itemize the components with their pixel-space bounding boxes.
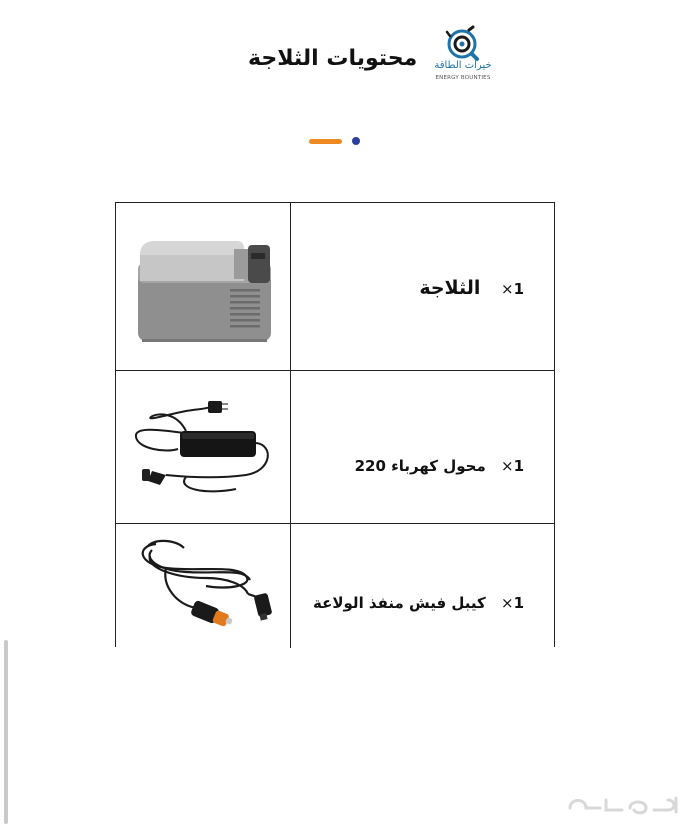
item-text-cell bbox=[291, 203, 554, 370]
logo-name-en: ENERGY BOUNTIES bbox=[435, 75, 491, 81]
item-image-cell bbox=[116, 203, 291, 370]
item-text-cell bbox=[291, 371, 554, 523]
table-row bbox=[116, 203, 554, 371]
car-lighter-cable-icon bbox=[126, 524, 281, 648]
logo-name-ar: خيرات الطاقة bbox=[434, 60, 492, 71]
item-label: 1× محول كهرباء 220 bbox=[354, 457, 524, 475]
item-image-cell bbox=[116, 371, 291, 523]
item-label: 1× كيبل فيش منفذ الولاعة bbox=[313, 594, 524, 612]
portable-fridge-icon bbox=[126, 203, 281, 371]
energy-bounties-logo-icon bbox=[442, 24, 482, 64]
item-text-cell bbox=[291, 524, 554, 648]
carousel-dot[interactable] bbox=[352, 137, 360, 145]
item-quantity: 1× bbox=[500, 594, 524, 612]
carousel-indicator bbox=[309, 137, 369, 147]
watermark-logo bbox=[560, 790, 690, 818]
scrollbar[interactable] bbox=[4, 640, 8, 824]
carousel-active-bar[interactable] bbox=[309, 139, 342, 144]
page-title: محتويات الثلاجة bbox=[248, 46, 418, 71]
item-quantity: 1× bbox=[500, 280, 524, 298]
table-row bbox=[116, 524, 554, 648]
item-quantity: 1× bbox=[500, 457, 524, 475]
item-label: 1× الثلاجة bbox=[419, 277, 524, 299]
item-image-cell bbox=[116, 524, 291, 648]
page-header bbox=[0, 22, 700, 102]
contents-table bbox=[115, 202, 555, 647]
brand-logo bbox=[428, 22, 498, 97]
table-row bbox=[116, 371, 554, 524]
ac-power-adapter-icon bbox=[126, 371, 281, 524]
